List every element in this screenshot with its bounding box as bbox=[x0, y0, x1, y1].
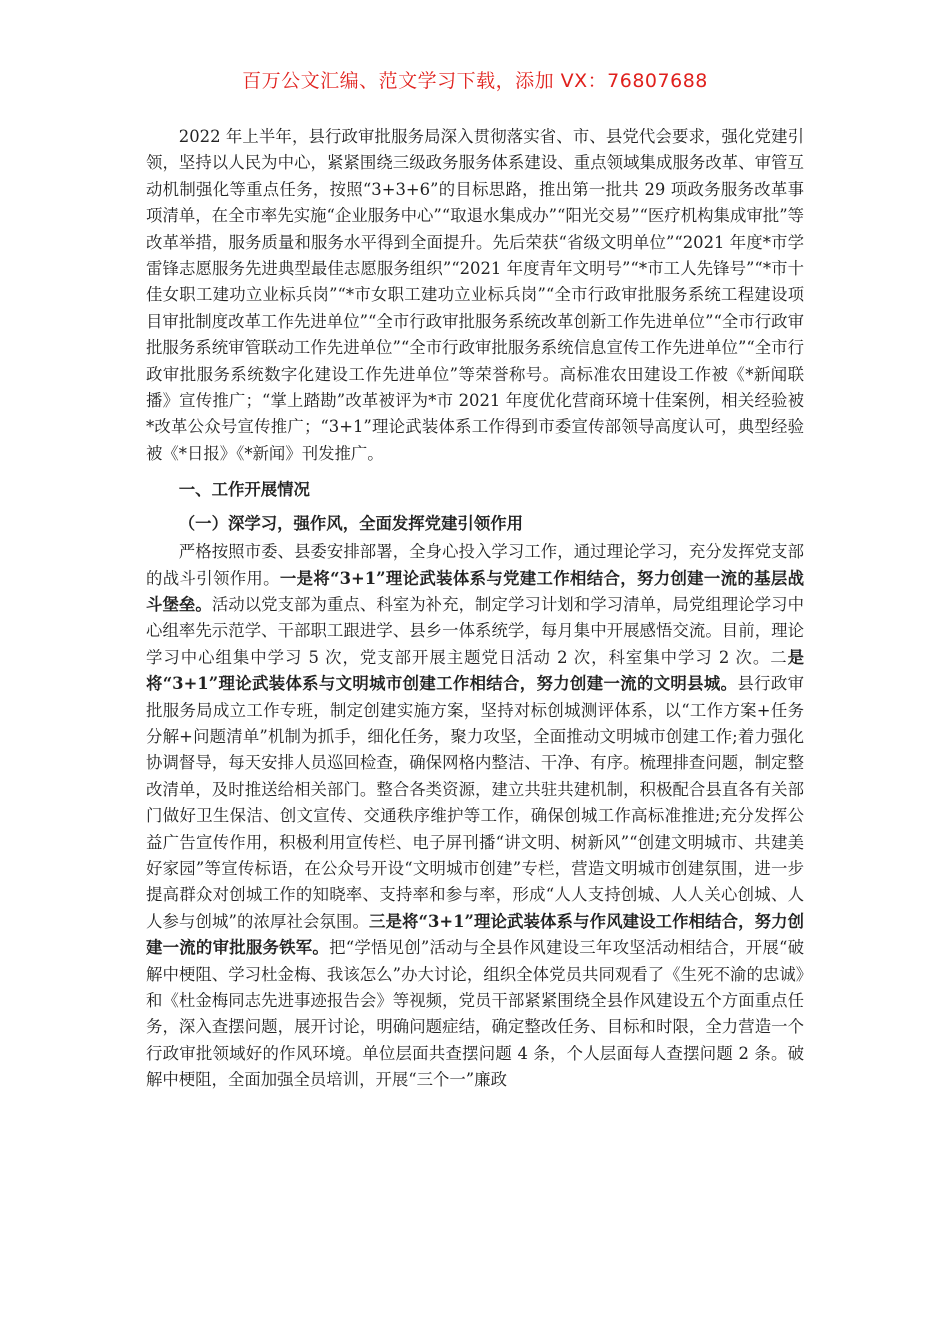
bold-key-point: 是将“3+1”理论武装体系与文明城市创建工作相结合，努力创建一流的文明县城。 bbox=[146, 647, 805, 694]
section-heading: 一、工作开展情况 bbox=[178, 480, 310, 500]
text-segment: 活动以党支部为重点、科室为补充，制定学习计划和学习清单，局党组理论学习中心组率先示范学、干部职工跟进学、县乡一体系统学，每月集中开展感悟交流。目前，理论学习中心组集中学习 5 次，党支部开展主题党日活动 2 次，科室集中学习 2 次。 bbox=[146, 594, 805, 667]
bold-key-point: 一是将“3+1”理论武装体系与党建工作相结合，努力创建一流的基层战斗堡垒。 bbox=[146, 568, 805, 614]
document-body bbox=[146, 124, 804, 1094]
text-segment: 二 bbox=[770, 647, 788, 667]
body-paragraph bbox=[146, 539, 804, 1094]
text-segment: 把“学悟见创”活动与全县作风建设三年攻坚活动相结合，开展“破解中梗阻、学习杜金梅、我该怎么”办大讨论，组织全体党员共同观看了《生死不渝的忠诚》和《杜金梅同志先进事迹报告会》等视频，党员干部紧紧围绕全县作风建设五个方面重点任务，深入查摆问题，展开讨论，明确问题症结，确定整改任务、目标和时限，全力营造一个行政审批领域好的作风环境。单位层面共查摆问题 4 条，个人层面每人查摆问题 2 条。破解中梗阻，全面加强全员培训，开展“三个一”廉政 bbox=[146, 938, 805, 1090]
bold-key-point: 三是将“3+1”理论武装体系与作风建设工作相结合，努力创建一流的审批服务铁军。 bbox=[146, 911, 804, 958]
intro-paragraph: 2022 年上半年，县行政审批服务局深入贯彻落实省、市、县党代会要求，强化党建引领，坚持以人民为中心，紧紧围绕三级政务服务体系建设、重点领域集成服务改革、审管互动机制强化等重点任务，按照“3+3+6”的目标思路，推出第一批共 29 项政务服务改革事项清单，在全市率先实施“企业服务中心”“取退水集成办”“阳光交易”“医疗机构集成审批”等改革举措，服务质量和服务水平得到全面提升。先后荣获“省级文明单位”“2021 年度*市学雷锋志愿服务先进典型最佳志愿服务组织”“2021 年度青年文明号”“*市工人先锋号”“*市十佳女职工建功立业标兵岗”“*市女职工建功立业标兵岗”“全市行政审批服务系统工程建设项目审批制度改革工作先进单位”“全市行政审批服务系统改革创新工作先进单位”“全市行政审批服务系统审管联动工作先进单位”“全市行政审批服务系统信息宣传工作先进单位”“全市行政审批服务系统数字化建设工作先进单位”等荣誉称号。高标准农田建设工作被《*新闻联播》宣传推广；“掌上踏勘”改革被评为*市 2021 年度优化营商环境十佳案例，相关经验被*改革公众号宣传推广；“3+1”理论武装体系工作得到市委宣传部领导高度认可，典型经验被《*日报》《*新闻》刊发推广。 bbox=[146, 127, 804, 463]
text-segment: 严格按照市委、县委安排部署，全身心投入学习工作，通过理论学习，充分发挥党支部的战斗引领作用。 bbox=[146, 542, 804, 588]
watermark-header: 百万公文汇编、范文学习下载，添加 VX：76807688 bbox=[242, 70, 708, 92]
text-segment: 县行政审批服务局成立工作专班，制定创建实施方案，坚持对标创城测评体系，以“工作方案+任务分解+问题清单”机制为抓手，细化任务，聚力攻坚，全面推动文明城市创建工作;着力强化协调督导，每天安排人员巡回检查，确保网格内整洁、干净、有序。梳理排查问题，制定整改清单，及时推送给相关部门。整合各类资源，建立共驻共建机制，积极配合县直各有关部门做好卫生保洁、创文宣传、交通秩序维护等工作，确保创城工作高标准推进;充分发挥公益广告宣传作用，积极利用宣传栏、电子屏刊播“讲文明、树新风”“创建文明城市、共建美好家园”等宣传标语，在公众号开设“文明城市创建”专栏，营造文明城市创建氛围，进一步提高群众对创城工作的知晓率、支持率和参与率，形成“人人支持创城、人人关心创城、人人参与创城”的浓厚社会氛围。 bbox=[146, 674, 804, 931]
subsection-heading: （一）深学习，强作风，全面发挥党建引领作用 bbox=[178, 513, 523, 533]
